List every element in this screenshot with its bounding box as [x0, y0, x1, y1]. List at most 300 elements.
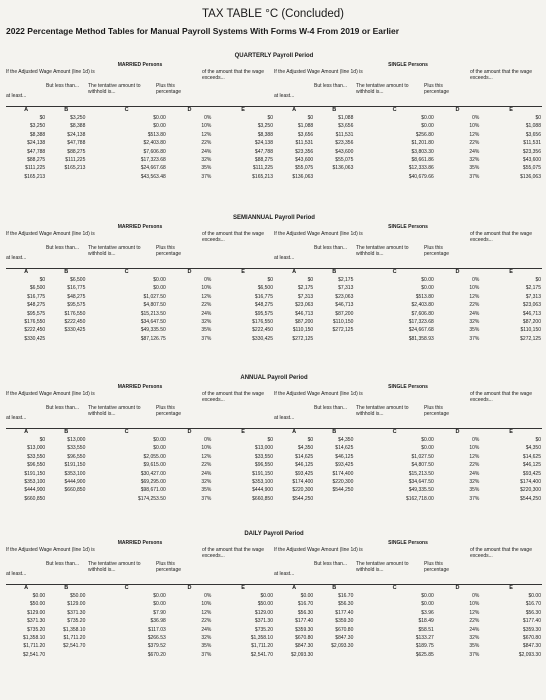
column-letter: E	[241, 429, 245, 435]
table-cell: $16.70	[525, 601, 541, 608]
table-cell: $191,150	[64, 462, 86, 469]
at-least-label: at least...	[6, 93, 27, 99]
column-letter: C	[124, 585, 129, 591]
table-cell: $55,075	[335, 157, 354, 164]
table-cell: $117.03	[148, 626, 166, 633]
table-cell: $0.00	[421, 277, 434, 283]
married-group-label: MARRIED Persons	[117, 384, 163, 390]
table-cell: $176,550	[252, 319, 273, 326]
tentative-amount-label: The tentative amount to withhold is...	[356, 405, 409, 417]
section-title: QUARTERLY Payroll Period	[234, 53, 314, 59]
table-row	[274, 139, 542, 147]
column-header	[6, 70, 274, 106]
table-cell: $88,275	[67, 148, 86, 155]
plus-percentage-label: Plus this percentage	[424, 245, 450, 257]
table-cell: 12%	[201, 293, 212, 300]
wage-exceeds-label: of the amount that the wage exceeds...	[202, 69, 264, 81]
table-cell: 32%	[469, 635, 480, 642]
table-cell: $24,138	[67, 131, 86, 138]
table-cell: $16,775	[67, 285, 86, 292]
table-cell: $513.80	[147, 131, 166, 138]
single-group-label: SINGLE Persons	[388, 384, 428, 390]
table-row	[274, 626, 542, 634]
table-cell: 12%	[201, 609, 212, 616]
table-cell: $3,656	[338, 123, 354, 130]
table-cell: $98,671.00	[140, 487, 166, 494]
table-cell: $23,063	[335, 293, 354, 300]
table-cell: $23,356	[295, 148, 314, 155]
plus-percentage-label: Plus this percentage	[156, 561, 182, 573]
table-cell: 24%	[201, 310, 212, 317]
single-persons-table	[274, 382, 542, 503]
table-cell: $2,541.70	[63, 643, 86, 650]
table-cell: $23,356	[335, 140, 354, 147]
table-cell: $69,295.00	[140, 479, 166, 486]
column-letter: E	[509, 585, 513, 591]
table-cell: $2,093.30	[290, 651, 314, 658]
table-cell: 22%	[469, 140, 480, 147]
table-cell: $2,093.30	[518, 651, 541, 658]
table-cell: $6,500	[257, 285, 273, 292]
table-row	[274, 335, 542, 343]
single-group-label: SINGLE Persons	[388, 224, 428, 230]
table-cell: $670.20	[147, 651, 166, 658]
table-cell: 24%	[469, 626, 480, 633]
table-cell: $8,661.86	[411, 157, 434, 164]
table-cell: $0.00	[300, 593, 314, 599]
table-cell: $14,625	[522, 453, 541, 460]
column-letter: E	[509, 269, 513, 275]
column-letter: A	[292, 107, 297, 113]
table-cell: $96,550	[27, 462, 46, 469]
table-cell: 32%	[469, 319, 480, 326]
table-row	[274, 122, 542, 130]
table-cell: $2,175	[338, 277, 354, 283]
but-less-than-label: But less than...	[314, 245, 348, 251]
table-cell: $222,450	[24, 327, 46, 334]
table-cell: 35%	[201, 165, 212, 172]
married-persons-table	[6, 222, 274, 343]
table-row	[6, 634, 274, 642]
column-letter: B	[64, 585, 69, 591]
table-cell: $2,541.70	[250, 651, 273, 658]
table-cell: $6,500	[70, 277, 86, 283]
table-cell: $7,606.80	[143, 148, 166, 155]
table-cell: $0.00	[421, 601, 434, 608]
table-cell: $56.30	[338, 601, 354, 608]
column-letter: D	[455, 585, 460, 591]
column-letters	[274, 268, 542, 276]
table-cell: 0%	[472, 277, 480, 283]
table-cell: $177.40	[335, 609, 354, 616]
table-cell: 24%	[469, 470, 480, 477]
table-cell: $111,225	[65, 157, 86, 164]
table-cell: 10%	[201, 123, 212, 130]
table-cell: $0.00	[421, 593, 434, 599]
table-cell: $87,200	[335, 310, 354, 317]
table-cell: $444,900	[252, 487, 273, 494]
column-letters	[6, 428, 274, 436]
adjusted-wage-label: If the Adjusted Wage Amount (line 1d) is	[6, 69, 95, 75]
column-letters	[274, 584, 542, 592]
table-cell: $24,667.68	[140, 165, 166, 172]
column-header	[274, 70, 542, 106]
table-cell: $13,000	[67, 437, 86, 443]
table-cell: 12%	[469, 453, 480, 460]
table-cell: $136,063	[292, 173, 314, 180]
at-least-label: at least...	[274, 571, 295, 577]
married-rows	[6, 592, 274, 659]
table-row	[6, 276, 274, 284]
at-least-label: at least...	[274, 415, 295, 421]
table-cell: $625.85	[415, 651, 434, 658]
wage-exceeds-label: of the amount that the wage exceeds...	[202, 547, 264, 559]
table-cell: $330,425	[64, 327, 86, 334]
table-cell: $48,275	[254, 302, 273, 309]
table-cell: $0.00	[153, 601, 166, 608]
married-persons-table	[6, 382, 274, 503]
table-row	[6, 600, 274, 608]
table-cell: 22%	[469, 302, 480, 309]
table-cell: $43,600	[522, 157, 541, 164]
table-cell: $220,300	[292, 487, 314, 494]
table-cell: 37%	[469, 173, 480, 180]
table-cell: $0	[535, 277, 541, 283]
wage-exceeds-label: of the amount that the wage exceeds...	[202, 231, 264, 243]
table-cell: $33,550	[27, 453, 46, 460]
table-row	[6, 148, 274, 156]
adjusted-wage-label: If the Adjusted Wage Amount (line 1d) is	[274, 391, 363, 397]
section-halves	[6, 538, 542, 659]
table-row	[6, 609, 274, 617]
table-cell: $11,531	[523, 140, 541, 147]
table-cell: $3,803.30	[411, 148, 434, 155]
table-cell: $50.00	[29, 601, 46, 608]
column-letter: A	[292, 269, 297, 275]
single-persons-table	[274, 538, 542, 659]
table-cell: $2,175	[525, 285, 541, 292]
column-letter: D	[187, 107, 192, 113]
table-cell: 0%	[204, 593, 212, 599]
table-cell: $8,388	[257, 131, 273, 138]
table-cell: $670.80	[522, 635, 541, 642]
but-less-than-label: But less than...	[314, 405, 348, 411]
column-letter: E	[509, 429, 513, 435]
table-cell: $0	[307, 115, 314, 121]
table-cell: 10%	[469, 445, 480, 452]
table-cell: $33,550	[67, 445, 86, 452]
column-letter: C	[124, 269, 129, 275]
table-row	[6, 642, 274, 650]
column-letter: A	[292, 429, 297, 435]
but-less-than-label: But less than...	[314, 561, 348, 567]
table-cell: $49,335.50	[140, 327, 166, 334]
table-cell: 24%	[201, 626, 212, 633]
but-less-than-label: But less than...	[46, 245, 80, 251]
column-letter: B	[64, 107, 69, 113]
column-letter: C	[392, 429, 397, 435]
table-cell: $1,088	[525, 123, 541, 130]
table-cell: 32%	[201, 319, 212, 326]
column-letter: D	[187, 585, 192, 591]
table-cell: $1,358.10	[22, 635, 46, 642]
table-cell: $47,788	[254, 148, 273, 155]
plus-percentage-label: Plus this percentage	[424, 83, 450, 95]
column-letter: A	[24, 585, 29, 591]
table-cell: $96,550	[254, 462, 273, 469]
table-cell: $46,125	[522, 462, 541, 469]
table-cell: $847.30	[295, 643, 314, 650]
payroll-section	[6, 530, 542, 659]
table-cell: $371.30	[254, 618, 273, 625]
table-cell: $16.70	[297, 601, 314, 608]
table-cell: $43,563.48	[140, 173, 166, 180]
table-cell: $0.00	[528, 593, 541, 599]
wage-exceeds-label: of the amount that the wage exceeds...	[470, 231, 532, 243]
table-cell: $129.00	[67, 601, 86, 608]
table-cell: $8,388	[29, 131, 46, 138]
table-cell: 24%	[469, 148, 480, 155]
table-cell: 0%	[472, 115, 480, 121]
table-row	[6, 470, 274, 478]
table-cell: $93,425	[295, 470, 314, 477]
table-row	[6, 301, 274, 309]
table-cell: 35%	[469, 165, 480, 172]
table-cell: 22%	[201, 618, 212, 625]
single-group-label: SINGLE Persons	[388, 62, 428, 68]
table-row	[274, 486, 542, 494]
table-cell: $353,100	[24, 479, 46, 486]
single-group-label: SINGLE Persons	[388, 540, 428, 546]
column-header	[6, 232, 274, 268]
tentative-amount-label: The tentative amount to withhold is...	[356, 561, 409, 573]
table-row	[6, 318, 274, 326]
table-cell: $0	[39, 115, 46, 121]
table-cell: $1,027.50	[411, 453, 434, 460]
at-least-label: at least...	[6, 255, 27, 261]
table-cell: $1,088	[297, 123, 314, 130]
column-letter: E	[509, 107, 513, 113]
table-cell: $133.27	[415, 635, 434, 642]
table-cell: $46,713	[295, 310, 314, 317]
adjusted-wage-label: If the Adjusted Wage Amount (line 1d) is	[6, 391, 95, 397]
table-cell: $330,425	[24, 335, 46, 342]
table-row	[6, 122, 274, 130]
table-cell: $3,250	[257, 123, 273, 130]
table-cell: 32%	[201, 635, 212, 642]
married-rows	[6, 436, 274, 503]
column-letter: B	[332, 269, 337, 275]
payroll-section	[6, 374, 542, 503]
table-cell: $18.49	[418, 618, 434, 625]
table-cell: $49,335.50	[408, 487, 434, 494]
table-cell: $24,138	[254, 140, 273, 147]
table-cell: $735.20	[67, 618, 86, 625]
table-row	[6, 495, 274, 503]
table-row	[274, 634, 542, 642]
tentative-amount-label: The tentative amount to withhold is...	[356, 83, 409, 95]
table-cell: $7,313	[338, 285, 354, 292]
table-cell: $2,055.00	[143, 453, 166, 460]
column-header	[274, 392, 542, 428]
single-persons-table	[274, 60, 542, 181]
table-cell: $191,150	[24, 470, 46, 477]
table-cell: $14,625	[335, 445, 354, 452]
table-cell: $359.30	[335, 618, 354, 625]
table-cell: $735.20	[27, 626, 46, 633]
table-cell: $544,250	[520, 495, 541, 502]
table-cell: 35%	[469, 643, 480, 650]
table-row	[6, 284, 274, 292]
table-cell: $544,250	[292, 495, 314, 502]
tentative-amount-label: The tentative amount to withhold is...	[88, 405, 141, 417]
table-cell: $9,615.00	[143, 462, 166, 469]
table-cell: $220,300	[520, 487, 541, 494]
table-cell: $110,150	[332, 319, 354, 326]
column-header	[6, 392, 274, 428]
table-cell: $3,656	[525, 131, 541, 138]
table-row	[6, 651, 274, 659]
table-cell: 22%	[201, 302, 212, 309]
table-cell: $110,150	[292, 327, 314, 334]
payroll-section	[6, 52, 542, 181]
table-cell: 37%	[469, 651, 480, 658]
table-cell: $0.00	[421, 123, 434, 130]
plus-percentage-label: Plus this percentage	[424, 405, 450, 417]
table-cell: $40,679.66	[408, 173, 434, 180]
table-cell: $444,900	[24, 487, 46, 494]
table-cell: $444,900	[64, 479, 86, 486]
column-letter: A	[24, 429, 29, 435]
table-cell: $1,358.10	[63, 626, 86, 633]
table-row	[274, 436, 542, 444]
single-persons-table	[274, 222, 542, 343]
table-cell: $735.20	[254, 626, 273, 633]
table-cell	[314, 335, 354, 343]
table-row	[6, 293, 274, 301]
table-cell: 22%	[201, 462, 212, 469]
column-letter: C	[124, 107, 129, 113]
table-cell: $4,350	[297, 445, 314, 452]
column-letters	[274, 428, 542, 436]
adjusted-wage-label: If the Adjusted Wage Amount (line 1d) is	[6, 231, 95, 237]
table-row	[6, 486, 274, 494]
table-row	[6, 626, 274, 634]
table-cell: 12%	[469, 293, 480, 300]
table-row	[274, 310, 542, 318]
table-cell: $136,063	[520, 173, 541, 180]
table-cell: 10%	[201, 285, 212, 292]
table-cell: $30,427.00	[140, 470, 166, 477]
column-letter: D	[455, 429, 460, 435]
table-cell: $165,213	[24, 173, 46, 180]
section-title: SEMIANNUAL Payroll Period	[233, 215, 315, 221]
table-cell: $0	[307, 437, 314, 443]
column-letter: D	[455, 269, 460, 275]
table-cell: $176,550	[24, 319, 46, 326]
table-cell: $0.00	[153, 123, 166, 130]
plus-percentage-label: Plus this percentage	[424, 561, 450, 573]
plus-percentage-label: Plus this percentage	[156, 245, 182, 257]
column-letter: B	[64, 429, 69, 435]
tentative-amount-label: The tentative amount to withhold is...	[356, 245, 409, 257]
table-cell: $4,350	[525, 445, 541, 452]
table-row	[6, 592, 274, 600]
table-cell: $0	[535, 437, 541, 443]
but-less-than-label: But less than...	[314, 83, 348, 89]
column-letter: B	[332, 429, 337, 435]
table-cell: $670.80	[335, 626, 354, 633]
table-cell: $660,850	[24, 495, 46, 502]
table-cell: $87,126.75	[140, 335, 166, 342]
table-cell: $13,000	[254, 445, 273, 452]
table-row	[274, 293, 542, 301]
table-cell: $0.00	[260, 593, 273, 599]
table-cell: $95,575	[67, 302, 86, 309]
column-letter: A	[292, 585, 297, 591]
table-row	[6, 173, 274, 181]
table-cell: $266.53	[147, 635, 166, 642]
table-cell: $50.00	[257, 601, 273, 608]
table-cell: 35%	[201, 487, 212, 494]
table-row	[274, 276, 542, 284]
table-cell: $0	[39, 277, 46, 283]
table-cell: $87,200	[522, 319, 541, 326]
married-rows	[6, 114, 274, 181]
table-cell: $0.00	[421, 437, 434, 443]
table-cell: $847.30	[522, 643, 541, 650]
table-cell: 10%	[469, 123, 480, 130]
table-cell: $222,450	[64, 319, 86, 326]
table-row	[274, 318, 542, 326]
section-halves	[6, 60, 542, 181]
table-cell: 0%	[204, 437, 212, 443]
adjusted-wage-label: If the Adjusted Wage Amount (line 1d) is	[274, 69, 363, 75]
table-row	[6, 461, 274, 469]
table-cell: 37%	[201, 651, 212, 658]
table-cell: 37%	[469, 335, 480, 342]
table-cell: $3,250	[29, 123, 46, 130]
table-row	[6, 617, 274, 625]
table-row	[6, 478, 274, 486]
table-cell: $47,788	[27, 148, 46, 155]
table-cell: $176,550	[64, 310, 86, 317]
table-cell: 32%	[201, 157, 212, 164]
table-cell: $1,711.20	[63, 635, 86, 642]
table-cell: 0%	[472, 593, 480, 599]
table-cell: $17,323.68	[140, 157, 166, 164]
table-cell: 10%	[201, 445, 212, 452]
column-header	[274, 548, 542, 584]
at-least-label: at least...	[6, 415, 27, 421]
column-letter: A	[24, 269, 29, 275]
column-letters	[6, 268, 274, 276]
table-cell: $16.70	[338, 593, 354, 599]
single-rows	[274, 276, 542, 343]
adjusted-wage-label: If the Adjusted Wage Amount (line 1d) is	[274, 231, 363, 237]
table-cell: $24,667.68	[408, 327, 434, 334]
married-persons-table	[6, 60, 274, 181]
adjusted-wage-label: If the Adjusted Wage Amount (line 1d) is	[274, 547, 363, 553]
table-cell: $4,807.50	[411, 462, 434, 469]
table-cell: 0%	[204, 277, 212, 283]
payroll-section	[6, 214, 542, 343]
page-title: TAX TABLE °C (Concluded)	[201, 8, 344, 20]
column-letter: B	[332, 585, 337, 591]
table-cell: $16,775	[27, 293, 46, 300]
table-cell: $7,313	[525, 293, 541, 300]
table-cell: $670.80	[295, 635, 314, 642]
